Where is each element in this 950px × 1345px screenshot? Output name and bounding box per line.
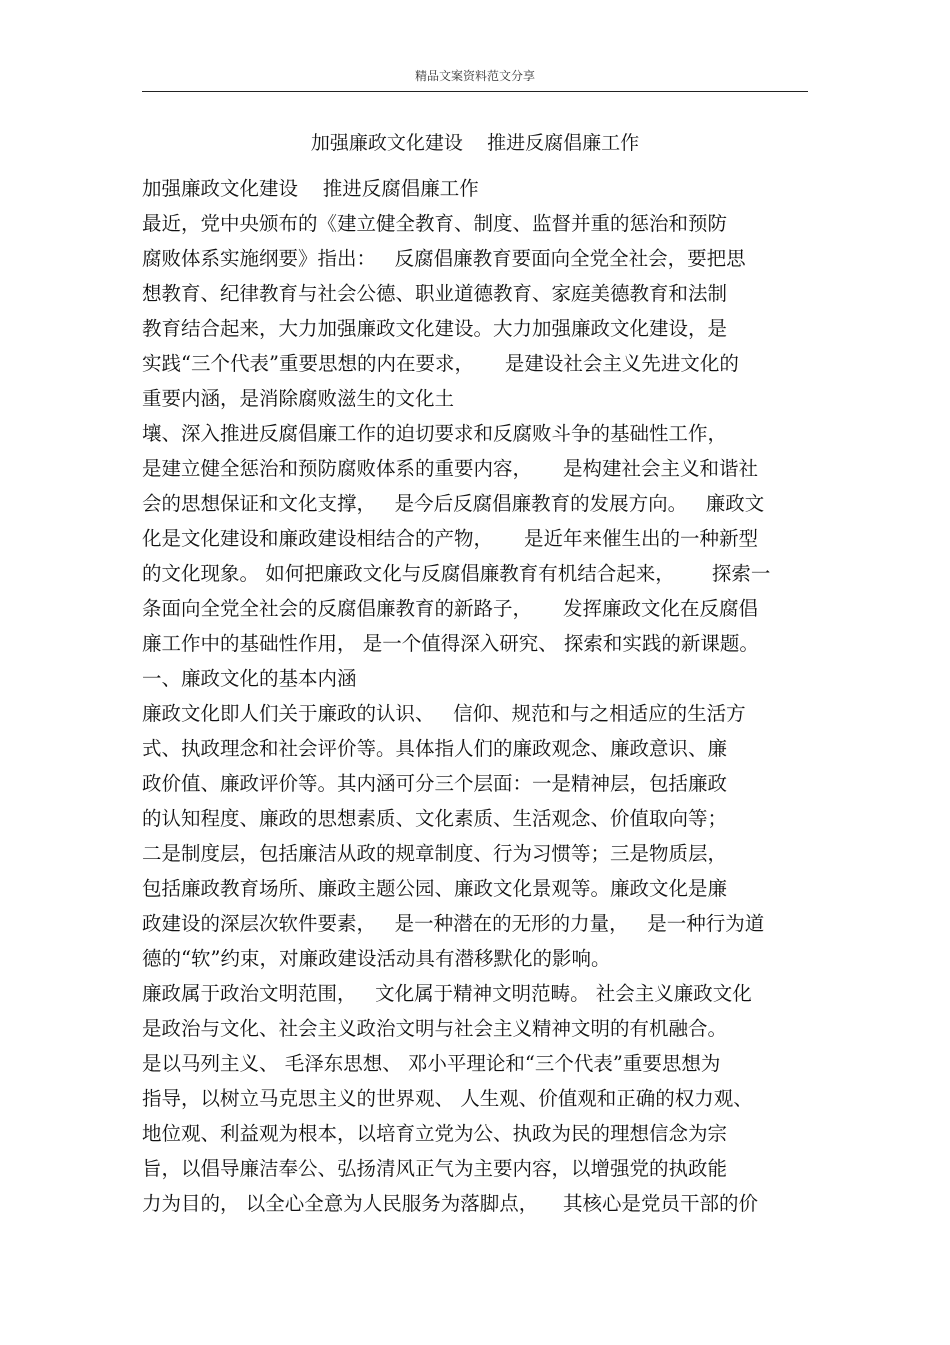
header-divider [142, 91, 808, 92]
body-line: 二是制度层，包括廉洁从政的规章制度、行为习惯等；三是物质层， [142, 842, 728, 865]
document-title: 加强廉政文化建设 推进反腐倡廉工作 [310, 132, 640, 154]
body-line: 政建设的深层次软件要素， 是一种潜在的无形的力量， 是一种行为道 [142, 912, 765, 935]
body-line: 教育结合起来，大力加强廉政文化建设。大力加强廉政文化建设，是 [142, 317, 728, 340]
body-line: 地位观、利益观为根本，以培育立党为公、执政为民的理想信念为宗 [142, 1122, 728, 1145]
body-line: 壤、深入推进反腐倡廉工作的迫切要求和反腐败斗争的基础性工作， [142, 422, 728, 445]
body-line: 政价值、廉政评价等。其内涵可分三个层面：一是精神层，包括廉政 [142, 772, 728, 795]
body-line: 重要内涵，是消除腐败滋生的文化土 [142, 387, 455, 410]
body-line: 的认知程度、廉政的思想素质、文化素质、生活观念、价值取向等； [142, 807, 728, 830]
body-line: 指导，以树立马克思主义的世界观、 人生观、价值观和正确的权力观、 [142, 1087, 753, 1110]
body-line: 会的思想保证和文化支撑， 是今后反腐倡廉教育的发展方向。 廉政文 [142, 492, 765, 515]
body-line: 式、执政理念和社会评价等。具体指人们的廉政观念、廉政意识、廉 [142, 737, 728, 760]
body-line: 化是文化建设和廉政建设相结合的产物， 是近年来催生出的一种新型 [142, 527, 758, 550]
body-line: 是建立健全惩治和预防腐败体系的重要内容， 是构建社会主义和谐社 [142, 457, 758, 480]
body-line: 腐败体系实施纲要》指出： 反腐倡廉教育要面向全党全社会，要把思 [142, 247, 746, 270]
body-line: 旨，以倡导廉洁奉公、弘扬清风正气为主要内容，以增强党的执政能 [142, 1157, 728, 1180]
body-line: 廉政文化即人们关于廉政的认识、 信仰、规范和与之相适应的生活方 [142, 702, 746, 725]
body-line: 加强廉政文化建设 推进反腐倡廉工作 [142, 177, 479, 200]
body-line: 实践“三个代表”重要思想的内在要求， 是建设社会主义先进文化的 [142, 352, 739, 375]
body-line: 力为目的， 以全心全意为人民服务为落脚点， 其核心是党员干部的价 [142, 1192, 758, 1215]
document-body [142, 171, 822, 1221]
body-line: 德的“软”约束，对廉政建设活动具有潜移默化的影响。 [142, 947, 611, 970]
body-line: 最近，党中央颁布的《建立健全教育、制度、监督并重的惩治和预防 [142, 212, 728, 235]
body-line: 廉政属于政治文明范围， 文化属于精神文明范畴。 社会主义廉政文化 [142, 982, 752, 1005]
body-line: 是政治与文化、社会主义政治文明与社会主义精神文明的有机融合。 [142, 1017, 728, 1040]
body-line: 是以马列主义、 毛泽东思想、 邓小平理论和“三个代表”重要思想为 [142, 1052, 721, 1075]
section-heading: 一、廉政文化的基本内涵 [142, 667, 357, 690]
body-line: 的文化现象。 如何把廉政文化与反腐倡廉教育有机结合起来， 探索一 [142, 562, 771, 585]
body-line: 包括廉政教育场所、廉政主题公园、廉政文化景观等。廉政文化是廉 [142, 877, 728, 900]
page-header: 精品文案资料范文分享 [414, 69, 535, 83]
body-line: 想教育、纪律教育与社会公德、职业道德教育、家庭美德教育和法制 [142, 282, 728, 305]
body-line: 条面向全党全社会的反腐倡廉教育的新路子， 发挥廉政文化在反腐倡 [142, 597, 758, 620]
body-line: 廉工作中的基础性作用， 是一个值得深入研究、 探索和实践的新课题。 [142, 632, 759, 655]
